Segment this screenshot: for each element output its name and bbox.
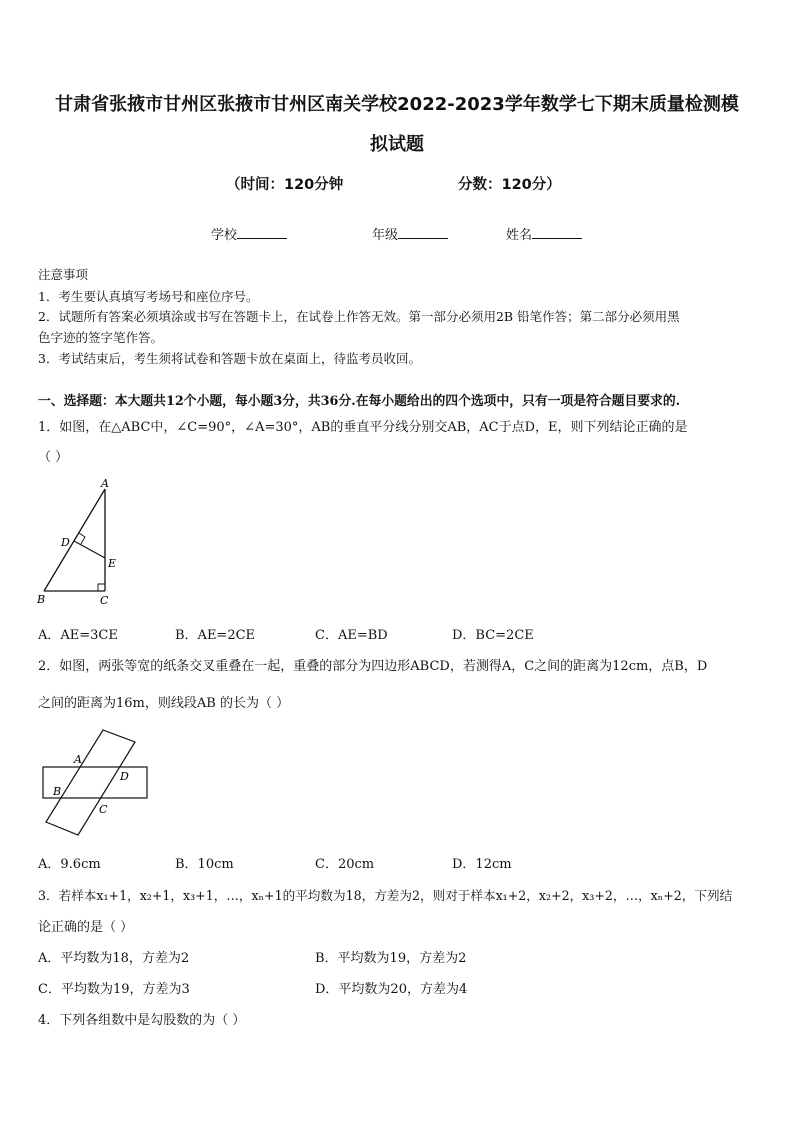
q1-option-b[interactable]: B．AE=2CE [175, 628, 256, 643]
q2-text-line1: 2．如图，两张等宽的纸条交叉重叠在一起，重叠的部分为四边形ABCD，若测得A，C之间的距离为12cm，点B，D [38, 659, 708, 674]
q1-right-angle-c [98, 584, 105, 591]
q3-option-b[interactable]: B．平均数为19，方差为2 [315, 951, 467, 966]
q2-text-line2: 之间的距离为16m，则线段AB 的长为（ ） [38, 696, 290, 711]
name-blank[interactable] [532, 226, 582, 239]
q3-text-line2: 论正确的是（ ） [38, 920, 134, 935]
note-item-3: 3．考试结束后，考生须将试卷和答题卡放在桌面上，待监考员收回。 [38, 351, 421, 366]
q1-option-d[interactable]: D．BC=2CE [452, 628, 534, 643]
q2-label-b: B [53, 785, 62, 798]
grade-blank[interactable] [398, 226, 448, 239]
school-label: 学校 [211, 228, 238, 243]
q1-label-e: E [108, 557, 117, 570]
q1-perpendicular-de [74, 541, 105, 558]
grade-field[interactable] [372, 224, 448, 243]
q1-option-c[interactable]: C．AE=BD [315, 628, 388, 643]
q2-paper-strips-figure [30, 720, 160, 845]
q2-label-c: C [99, 803, 108, 816]
q1-side-ab [44, 489, 105, 591]
school-blank[interactable] [237, 226, 287, 239]
q1-label-a: A [101, 477, 109, 490]
q1-paren: （ ） [38, 450, 69, 465]
name-label: 姓名 [506, 228, 533, 243]
q1-triangle-figure [30, 475, 130, 610]
q3-text-line1: 3．若样本x₁+1，x₂+1，x₃+1，…，xₙ+1的平均数为18，方差为2，则对于样本x₁+2，x₂+2，x₃+2，…，xₙ+2，下列结 [38, 888, 733, 903]
q2-option-d[interactable]: D．12cm [452, 857, 512, 872]
q3-option-c[interactable]: C．平均数为19，方差为3 [38, 982, 190, 997]
q1-label-d: D [61, 536, 70, 549]
section-heading: 一、选择题：本大题共12个小题，每小题3分，共36分.在每小题给出的四个选项中，只有一项是符合题目要求的. [38, 394, 681, 409]
q3-option-d[interactable]: D．平均数为20，方差为4 [315, 982, 468, 997]
q4-text: 4．下列各组数中是勾股数的为（ ） [38, 1013, 246, 1028]
q2-label-d: D [120, 770, 129, 783]
notes-title: 注意事项 [38, 267, 89, 282]
q2-option-b[interactable]: B．10cm [175, 857, 234, 872]
q2-option-a[interactable]: A．9.6cm [38, 857, 101, 872]
exam-title-line1: 甘肃省张掖市甘州区张掖市甘州区南关学校2022-2023学年数学七下期末质量检测模 [55, 94, 739, 115]
q3-option-a[interactable]: A．平均数为18，方差为2 [38, 951, 190, 966]
q2-label-a: A [74, 753, 82, 766]
name-field[interactable] [506, 224, 582, 243]
q1-label-c: C [100, 594, 109, 607]
exam-score: 分数：120分） [458, 177, 561, 193]
note-item-1: 1．考生要认真填写考场号和座位序号。 [38, 289, 259, 304]
q1-label-b: B [37, 593, 46, 606]
exam-title-line2: 拟试题 [370, 134, 424, 155]
q1-text: 1．如图，在△ABC中，∠C=90°，∠A=30°，AB的垂直平分线分别交AB，AC于点D，E，则下列结论正确的是 [38, 420, 688, 435]
q1-right-angle-d [79, 533, 85, 544]
grade-label: 年级 [372, 228, 399, 243]
q1-option-a[interactable]: A．AE=3CE [38, 628, 118, 643]
q2-option-c[interactable]: C．20cm [315, 857, 375, 872]
school-field[interactable] [211, 224, 287, 243]
note-item-2: 2．试题所有答案必须填涂或书写在答题卡上，在试卷上作答无效。第一部分必须用2B 铅笔作答；第二部分必须用黑 [38, 309, 680, 324]
note-item-2-cont: 色字迹的签字笔作答。 [38, 330, 164, 345]
exam-time: （时间：120分钟 [226, 177, 344, 193]
